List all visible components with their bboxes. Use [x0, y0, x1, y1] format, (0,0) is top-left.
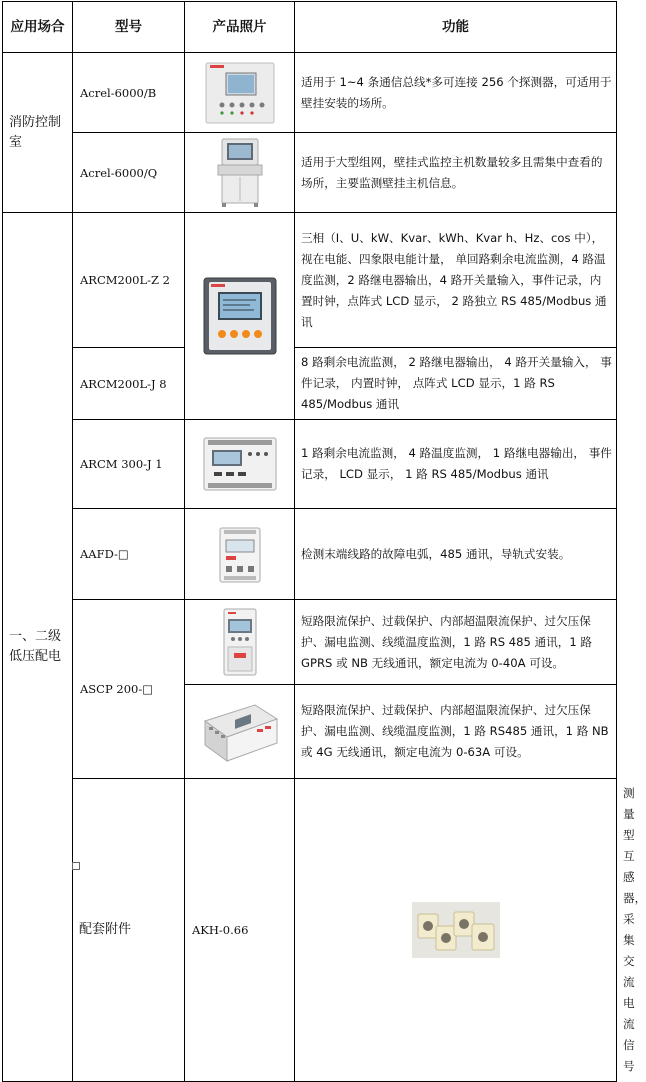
product-photo [185, 509, 295, 600]
product-spec-table [2, 1, 646, 1082]
header-model: 型号 [73, 2, 185, 53]
table-row [3, 53, 617, 133]
function-cell: 短路限流保护、过载保护、内部超温限流保护、过欠压保护、漏电监测、线缆温度监测，1 路 RS 485 通讯，1 路 GPRS 或 NB 无线通讯，额定电流为 0-40A 可设。 [295, 600, 617, 685]
product-photo [185, 420, 295, 509]
function-cell: 三相（I、U、kW、Kvar、kWh、Kvar h、Hz、cos 中），视在电能、四象限电能计量， 单回路剩余电流监测，4 路温度监测，2 路继电器输出，4 路开关量输入，事件记录，内置时钟，点阵式 LCD 显示， 2 路独立 RS 485/Modbus 通讯 [295, 213, 617, 348]
wall-mount-fire-monitor-host-icon [200, 61, 280, 125]
function-cell: 适用于 1~4 条通信总线*多可连接 256 个探测器，可适用于壁挂安装的场所。 [295, 53, 617, 133]
header-row [3, 2, 617, 53]
product-photo [295, 779, 617, 1082]
group-fire-control-room: 消防控制室 [3, 53, 73, 213]
header-photo: 产品照片 [185, 2, 295, 53]
table-row: 配套附件 AKH-0.66 测量型互感器，采集交流电流信号 [3, 779, 617, 1082]
model-cell: ARCM 300-J 1 [73, 420, 185, 509]
din-rail-electrical-protector-icon [199, 697, 281, 767]
wall-electrical-protector-icon [210, 605, 270, 679]
arc-fault-detector-icon [210, 522, 270, 586]
panel-residual-current-monitor-icon [200, 274, 280, 358]
product-photo [185, 133, 295, 213]
model-cell: Acrel-6000/Q [73, 133, 185, 213]
function-cell: 8 路剩余电流监测， 2 路继电器输出， 4 路开关量输入， 事件记录， 内置时钟， 点阵式 LCD 显示，1 路 RS 485/Modbus 通讯 [295, 348, 617, 420]
current-transformers-icon [410, 900, 502, 960]
model-cell: AKH-0.66 [185, 779, 295, 1082]
model-cell: AAFD-□ [73, 509, 185, 600]
model-cell: ARCM200L-J 8 [73, 348, 185, 420]
paragraph-mark [72, 862, 80, 870]
function-cell: 短路限流保护、过载保护、内部超温限流保护、过欠压保护、漏电监测、线缆温度监测，1 路 RS485 通讯，1 路 NB 或 4G 无线通讯，额定电流为 0-63A 可设。 [295, 685, 617, 779]
header-function: 功能 [295, 2, 617, 53]
table-row [3, 213, 617, 348]
table-row [3, 420, 617, 509]
cabinet-fire-monitor-host-icon [210, 137, 270, 209]
function-cell: 检测末端线路的故障电弧，485 通讯，导轨式安装。 [295, 509, 617, 600]
table-row [3, 600, 617, 685]
din-rail-residual-current-monitor-icon [200, 432, 280, 496]
function-cell: 1 路剩余电流监测， 4 路温度监测， 1 路继电器输出， 事件记录， LCD 显示， 1 路 RS 485/Modbus 通讯 [295, 420, 617, 509]
model-cell: Acrel-6000/B [73, 53, 185, 133]
model-cell: ARCM200L-Z 2 [73, 213, 185, 348]
product-photo [185, 600, 295, 685]
table-row [3, 509, 617, 600]
product-photo [185, 53, 295, 133]
product-photo [185, 685, 295, 779]
product-photo [185, 213, 295, 420]
model-cell: ASCP 200-□ [73, 600, 185, 779]
group-low-voltage-distribution: 一、二级低压配电 [3, 213, 73, 1082]
table-row [3, 133, 617, 213]
header-scene: 应用场合 [3, 2, 73, 53]
group-accessories: 配套附件 [73, 779, 185, 1082]
table-row [3, 348, 617, 420]
function-cell: 适用于大型组网，壁挂式监控主机数量较多且需集中查看的场所，主要监测壁挂主机信息。 [295, 133, 617, 213]
